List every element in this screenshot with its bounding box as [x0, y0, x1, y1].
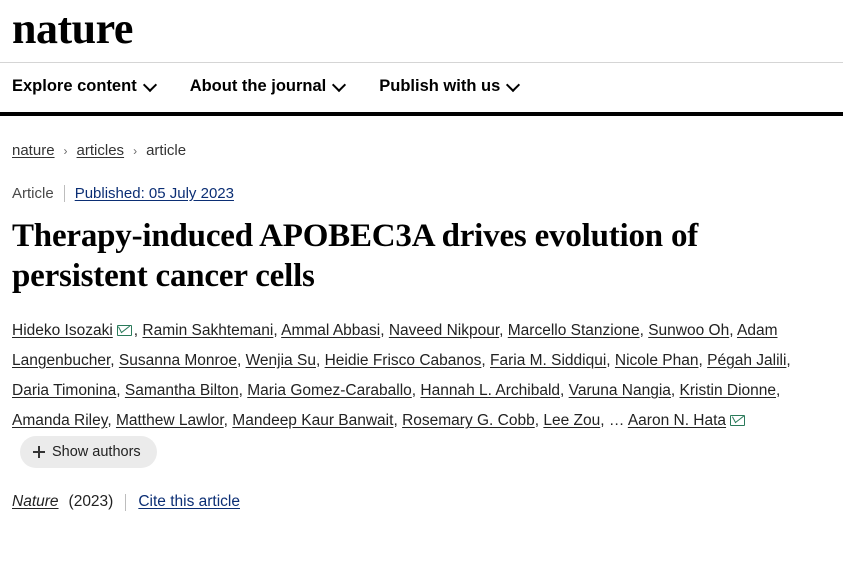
- author-link-last[interactable]: Aaron N. Hata: [627, 412, 727, 429]
- journal-name-link[interactable]: Nature: [12, 493, 59, 510]
- author-link[interactable]: Daria Timonina: [12, 382, 117, 399]
- masthead: [0, 0, 843, 63]
- author-link[interactable]: Matthew Lawlor: [115, 412, 224, 429]
- page-title: Therapy-induced APOBEC3A drives evolution of persistent cancer cells: [12, 218, 699, 294]
- meta-divider: [64, 185, 65, 202]
- nature-logo[interactable]: nature: [12, 4, 133, 53]
- published-date-link[interactable]: Published: 05 July 2023: [74, 185, 234, 202]
- cite-article-link[interactable]: Cite this article: [138, 493, 240, 510]
- nav-item-explore-content[interactable]: [12, 77, 156, 96]
- nav-item-label: Explore content: [12, 77, 137, 95]
- author-link[interactable]: Hannah L. Archibald: [420, 382, 561, 399]
- author-list: Hideko Isozaki , Ramin Sakhtemani, Ammal Abbasi, Naveed Nikpour, Marcello Stanzione, Sunwoo Oh, Adam Langenbucher, Susanna Monroe, Wenjia Su, Heidie Frisco Cabanos, Faria M. Siddiqui, Nicole Phan, Pégah Jalili, Daria Timonina, Samantha Bilton, Maria Gomez-Caraballo, Hannah L. Archibald, Varuna Nangia, Kristin Dionne, Amanda Riley, Matthew Lawlor, Mandeep Kaur Banwait, Rosemary G. Cobb, Lee Zou, … Aaron N. Hata Show authors: [12, 316, 831, 471]
- author-link[interactable]: Samantha Bilton: [124, 382, 239, 399]
- article-header: [0, 116, 843, 511]
- breadcrumb-item-article: article: [146, 142, 187, 159]
- author-link[interactable]: Nicole Phan: [614, 352, 699, 369]
- author-link[interactable]: Lee Zou: [543, 412, 601, 429]
- author-link[interactable]: Faria M. Siddiqui: [490, 352, 607, 369]
- plus-icon: [33, 446, 45, 458]
- show-authors-label: Show authors: [52, 444, 141, 460]
- chevron-down-icon: [508, 79, 519, 90]
- envelope-icon[interactable]: [730, 415, 745, 426]
- author-link[interactable]: Marcello Stanzione: [507, 322, 640, 339]
- nav-item-publish-with-us[interactable]: [379, 77, 519, 96]
- main-navigation: [0, 63, 843, 116]
- article-meta: [12, 185, 831, 202]
- envelope-icon[interactable]: [117, 325, 132, 336]
- breadcrumb-item-articles[interactable]: articles: [76, 142, 125, 159]
- author-link[interactable]: Kristin Dionne: [679, 382, 777, 399]
- nav-item-about-the-journal[interactable]: [190, 77, 346, 96]
- nav-item-label: Publish with us: [379, 77, 501, 95]
- journal-citation: [12, 493, 831, 511]
- author-link[interactable]: Rosemary G. Cobb: [402, 412, 535, 429]
- show-authors-button[interactable]: [20, 436, 157, 468]
- author-link[interactable]: Ramin Sakhtemani: [142, 322, 274, 339]
- chevron-down-icon: [334, 79, 345, 90]
- authors-ellipsis: …: [608, 412, 625, 429]
- author-link[interactable]: Amanda Riley: [12, 412, 108, 429]
- author-link[interactable]: Heidie Frisco Cabanos: [324, 352, 482, 369]
- breadcrumb: [12, 116, 831, 159]
- author-link[interactable]: Susanna Monroe: [118, 352, 237, 369]
- author-link[interactable]: Naveed Nikpour: [388, 322, 500, 339]
- article-type-label: Article: [12, 185, 54, 202]
- nav-item-label: About the journal: [189, 77, 327, 95]
- journal-year: (2023): [68, 493, 114, 510]
- author-link[interactable]: Hideko Isozaki: [12, 322, 113, 339]
- breadcrumb-separator-icon: ›: [133, 143, 138, 158]
- chevron-down-icon: [145, 79, 156, 90]
- breadcrumb-separator-icon: ›: [63, 143, 68, 158]
- author-link[interactable]: Sunwoo Oh: [648, 322, 730, 339]
- meta-divider: [125, 494, 126, 511]
- author-link[interactable]: Ammal Abbasi: [281, 322, 381, 339]
- author-link[interactable]: Adam Langenbucher: [12, 322, 778, 369]
- author-link[interactable]: Maria Gomez-Caraballo: [247, 382, 412, 399]
- breadcrumb-item-nature[interactable]: nature: [12, 142, 55, 159]
- author-link[interactable]: Varuna Nangia: [568, 382, 671, 399]
- author-link[interactable]: Mandeep Kaur Banwait: [232, 412, 394, 429]
- author-link[interactable]: Wenjia Su: [245, 352, 316, 369]
- author-link[interactable]: Pégah Jalili: [707, 352, 787, 369]
